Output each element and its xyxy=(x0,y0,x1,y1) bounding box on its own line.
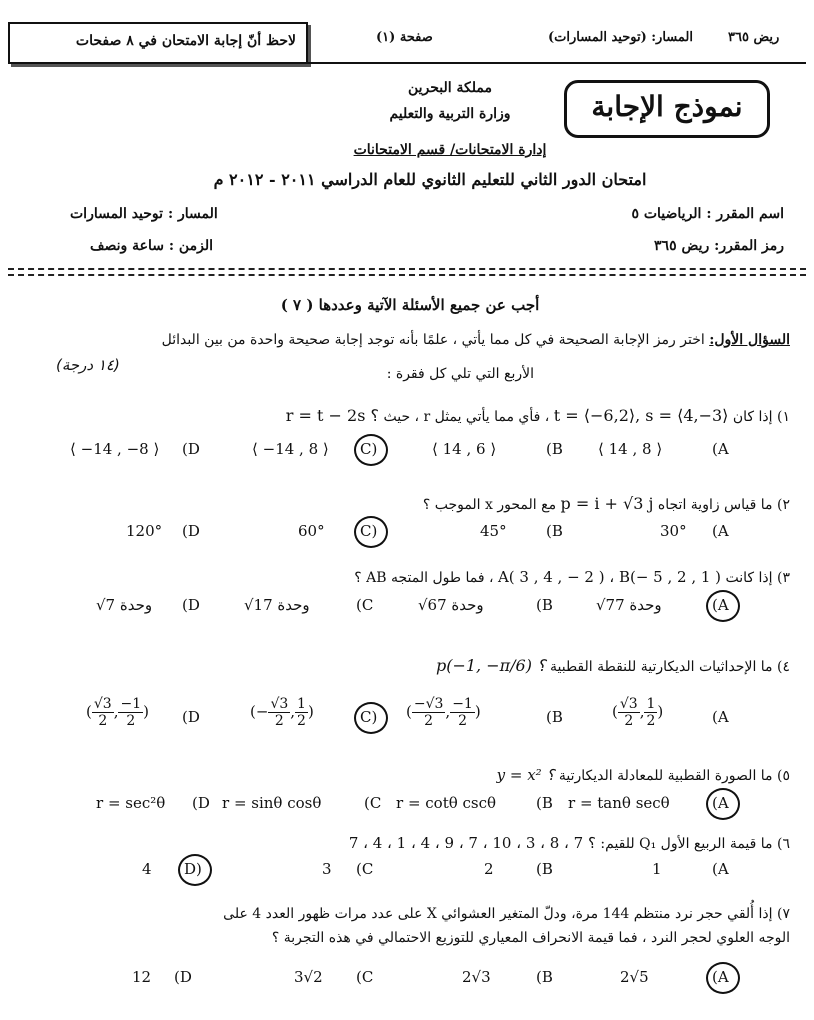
q4-option-B: ( $\frac{-√3}{2}$ , $\frac{-1}{2}$ ) xyxy=(406,696,481,729)
ministry-line3: إدارة الامتحانات/ قسم الامتحانات xyxy=(353,142,547,158)
course-name: اسم المقرر : الرياضيات ٥ xyxy=(631,206,784,222)
q7-option-D: 12 xyxy=(132,968,152,986)
exam-title: امتحان الدور الثاني للتعليم الثانوي للعام الدراسي ٢٠١١ - ٢٠١٢ م xyxy=(213,170,647,189)
q1-option-C-letter: C) xyxy=(360,440,378,458)
q5-option-A: r = tanθ secθ xyxy=(568,794,670,812)
header-course-code: ريض ٣٦٥ xyxy=(728,30,780,45)
q2-option-C-letter: C) xyxy=(360,522,378,540)
question-5-stem: ٥) ما الصورة القطبية للمعادلة الديكارتية y = x² ؟ xyxy=(496,766,790,784)
q7-option-A: 2√5 xyxy=(620,968,649,986)
q6-option-B: 2 xyxy=(484,860,494,878)
q3-option-C: √17 وحدة xyxy=(244,596,310,614)
q2-option-B: 45° xyxy=(480,522,507,540)
q7-option-B-letter: (B xyxy=(536,968,553,986)
q6-option-C: 3 xyxy=(322,860,332,878)
q6-option-A: 1 xyxy=(652,860,662,878)
q3-option-B-letter: (B xyxy=(536,596,553,614)
q1-option-D: ⟨ −14 , −8 ⟩ xyxy=(70,440,160,458)
q4-option-B-letter: (B xyxy=(546,708,563,726)
q3-option-D: √7 وحدة xyxy=(96,596,153,614)
q1-option-B: ⟨ 14 , 6 ⟩ xyxy=(432,440,497,458)
q2-option-B-letter: (B xyxy=(546,522,563,540)
q1-label: السؤال الأول: xyxy=(709,332,790,348)
q2-option-C: 60° xyxy=(298,522,325,540)
q1-option-C: ⟨ −14 , 8 ⟩ xyxy=(252,440,329,458)
q6-option-C-letter: (C xyxy=(356,860,374,878)
q1-intro-line1 xyxy=(162,332,790,348)
question-1-stem: ١) إذا كان t = ⟨−6,2⟩, s = ⟨4,−3⟩ ، فأي مما يأتي يمثل r ، حيث r = t − 2s ؟ xyxy=(285,406,790,425)
q2-option-D: 120° xyxy=(126,522,163,540)
q3-option-A: √77 وحدة xyxy=(596,596,662,614)
q5-option-B-letter: (B xyxy=(536,794,553,812)
q5-option-D-letter: (D xyxy=(192,794,210,812)
q1-text2: الأربع التي تلي كل فقرة : xyxy=(386,366,534,382)
question-7-stem-line2: الوجه العلوي لحجر النرد ، فما قيمة الانحراف المعياري للتوزيع الاحتمالي في هذه التجربة ؟ xyxy=(271,930,790,946)
q4-option-A: ( $\frac{√3}{2}$ , $\frac{1}{2}$ ) xyxy=(612,696,664,729)
question-4-stem: ٤) ما الإحداثيات الديكارتية للنقطة القطبية p(−1, −π/6) ؟ xyxy=(435,656,790,675)
q7-option-C: 3√2 xyxy=(294,968,323,986)
q3-option-D-letter: (D xyxy=(182,596,200,614)
q1-grade: (١٤ درجة) xyxy=(56,356,120,374)
q1-option-A: ⟨ 14 , 8 ⟩ xyxy=(598,440,663,458)
header-track: المسار: (توحيد المسارات) xyxy=(548,30,693,45)
q4-option-C-letter: C) xyxy=(360,708,378,726)
question-3-stem: ٣) إذا كانت A( 3 , 4 , − 2 ) ، B(− 5 , 2 , 1 ) ، فما طول المتجه AB ؟ xyxy=(354,568,790,586)
q5-option-B: r = cotθ cscθ xyxy=(396,794,497,812)
q5-option-C: r = sinθ cosθ xyxy=(222,794,322,812)
page-count-note-text: لاحظ أنّ إجابة الامتحان في ٨ صفحات xyxy=(75,33,296,49)
q5-option-C-letter: (C xyxy=(364,794,382,812)
q3-option-A-letter: (A xyxy=(712,596,729,614)
ministry-line2: وزارة التربية والتعليم xyxy=(389,106,511,122)
dashed-rule-2 xyxy=(8,274,806,276)
q2-option-A-letter: (A xyxy=(712,522,729,540)
q7-option-B: 2√3 xyxy=(462,968,491,986)
q4-option-A-letter: (A xyxy=(712,708,729,726)
question-6-stem: ٦) ما قيمة الربيع الأول Q₁ للقيم: 7 ، 4 ، 1 ، 4 ، 9 ، 7 ، 10 ، 3 ، 8 ، 7 ؟ xyxy=(348,834,790,852)
q7-option-D-letter: (D xyxy=(174,968,192,986)
header-rule xyxy=(8,62,806,64)
q6-option-D: 4 xyxy=(142,860,152,878)
q3-option-C-letter: (C xyxy=(356,596,374,614)
course-code: رمز المقرر: ريض ٣٦٥ xyxy=(654,238,784,254)
q7-option-A-letter: (A xyxy=(712,968,729,986)
exam-duration: الزمن : ساعة ونصف xyxy=(90,238,213,254)
page-number: صفحة (١) xyxy=(376,30,433,45)
badge-text: نموذج الإجابة xyxy=(591,90,743,123)
q4-option-C: (− $\frac{√3}{2}$ , $\frac{1}{2}$ ) xyxy=(250,696,314,729)
info-track: المسار : توحيد المسارات xyxy=(70,206,218,222)
q4-option-D: ( $\frac{√3}{2}$ , $\frac{-1}{2}$ ) xyxy=(86,696,149,729)
q1-option-D-letter: (D xyxy=(182,440,200,458)
q7-option-C-letter: (C xyxy=(356,968,374,986)
q3-option-B: √67 وحدة xyxy=(418,596,484,614)
question-7-stem-line1: ٧) إذا أُلقي حجر نرد منتظم 144 مرة، ودلّ المتغير العشوائي X على عدد مرات ظهور العدد 4 على xyxy=(223,906,790,922)
q6-option-A-letter: (A xyxy=(712,860,729,878)
instruction: أجب عن جميع الأسئلة الآتية وعددها ( ٧ ) xyxy=(280,296,540,314)
q4-option-D-letter: (D xyxy=(182,708,200,726)
q1-option-B-letter: (B xyxy=(546,440,563,458)
q1-option-A-letter: (A xyxy=(712,440,729,458)
q6-option-D-letter: D) xyxy=(184,860,202,878)
q6-option-B-letter: (B xyxy=(536,860,553,878)
ministry-line1: مملكة البحرين xyxy=(407,80,493,96)
page-count-note xyxy=(8,22,308,64)
q2-option-A: 30° xyxy=(660,522,687,540)
question-2-stem: ٢) ما قياس زاوية اتجاه p = i + √3 j مع المحور x الموجب ؟ xyxy=(422,494,790,513)
q5-option-A-letter: (A xyxy=(712,794,729,812)
dashed-rule-1 xyxy=(8,268,806,270)
q1-text1: اختر رمز الإجابة الصحيحة في كل مما يأتي ، علمًا بأنه توجد إجابة صحيحة واحدة من بين البدائل xyxy=(161,332,705,348)
q2-option-D-letter: (D xyxy=(182,522,200,540)
q5-option-D: r = sec²θ xyxy=(96,794,166,812)
